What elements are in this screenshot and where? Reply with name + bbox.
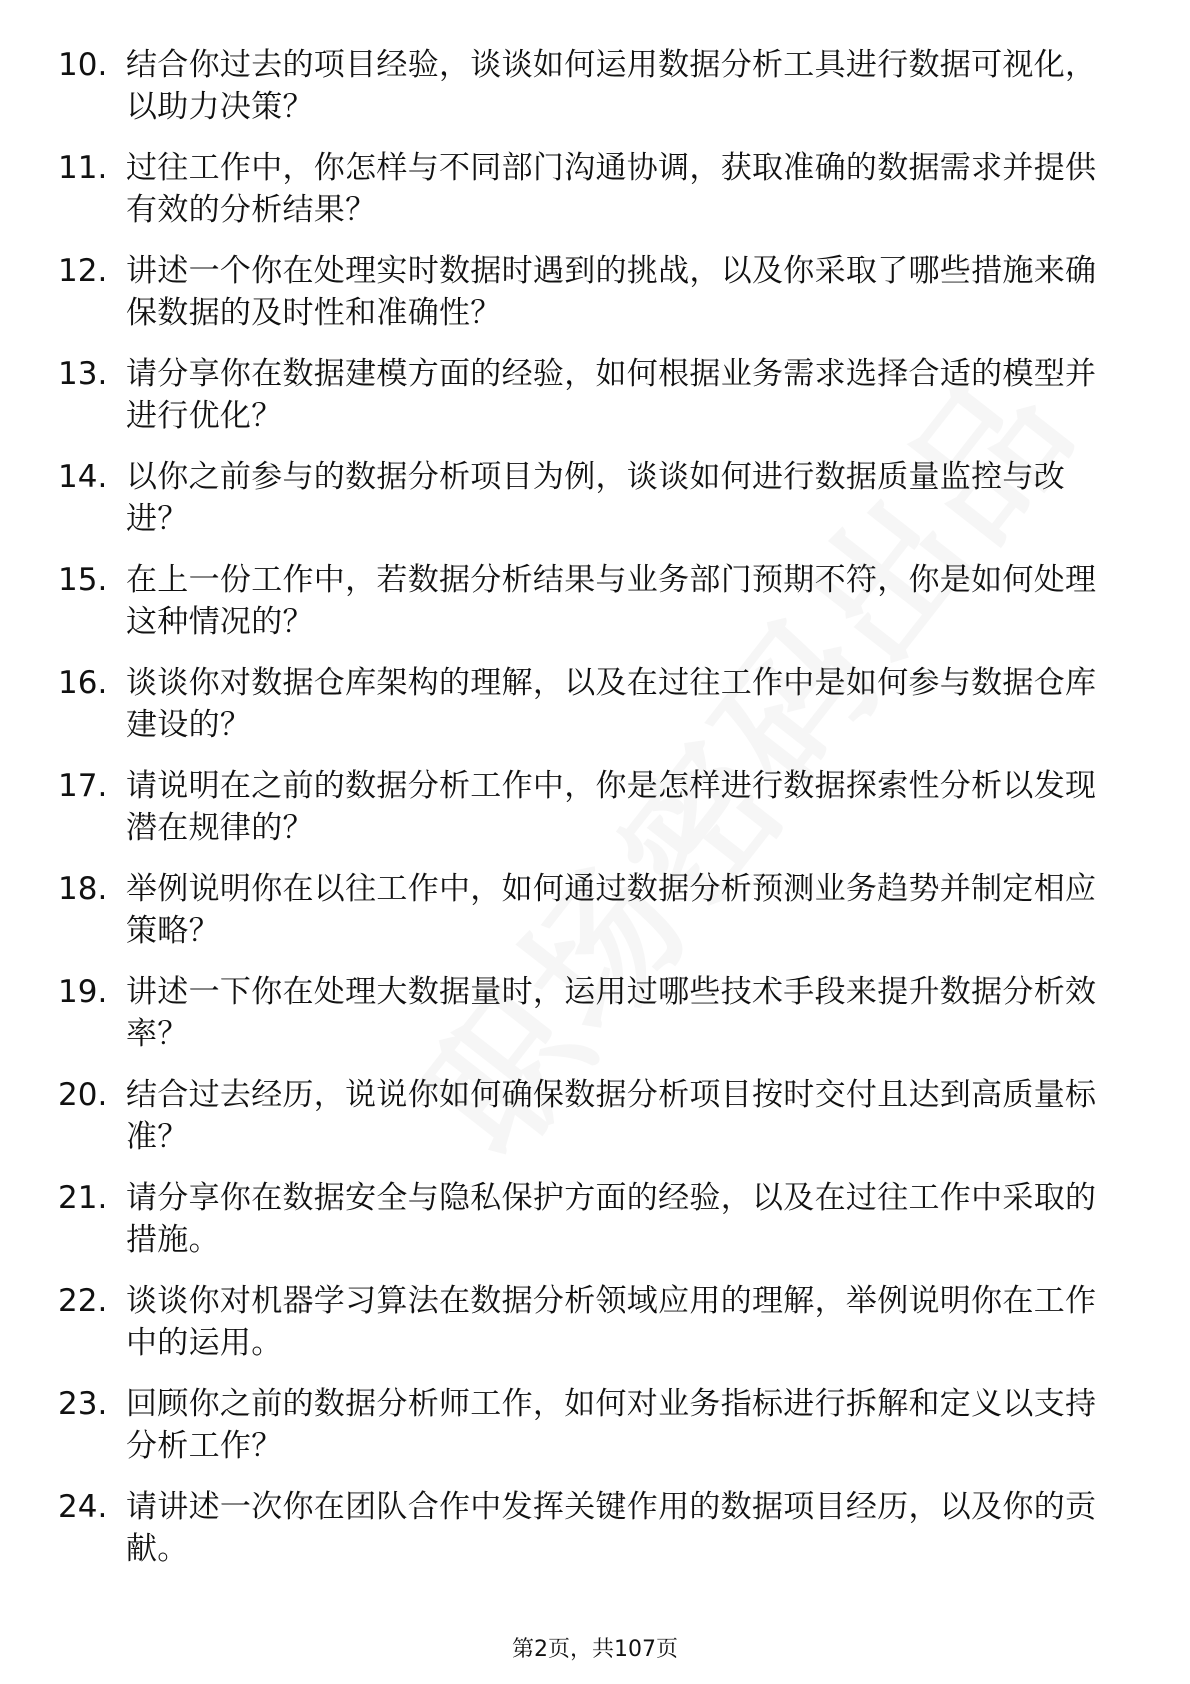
question-text: 回顾你之前的数据分析师工作，如何对业务指标进行拆解和定义以支持分析工作？ <box>126 1386 1097 1464</box>
question-item <box>0 147 1190 231</box>
question-number: 20. <box>58 1077 108 1113</box>
question-item <box>0 1280 1190 1364</box>
question-number: 17. <box>58 768 108 804</box>
question-item <box>0 971 1190 1055</box>
question-text: 过往工作中，你怎样与不同部门沟通协调，获取准确的数据需求并提供有效的分析结果？ <box>126 150 1097 228</box>
question-text: 举例说明你在以往工作中，如何通过数据分析预测业务趋势并制定相应策略？ <box>126 871 1097 949</box>
question-item <box>0 1383 1190 1467</box>
question-item <box>0 1177 1190 1261</box>
question-item <box>0 868 1190 952</box>
question-number: 16. <box>58 665 108 701</box>
question-number: 13. <box>58 356 108 392</box>
question-text: 请分享你在数据建模方面的经验，如何根据业务需求选择合适的模型并进行优化？ <box>126 356 1097 434</box>
question-text: 谈谈你对数据仓库架构的理解，以及在过往工作中是如何参与数据仓库建设的？ <box>126 665 1097 743</box>
question-item <box>0 765 1190 849</box>
question-number: 19. <box>58 974 108 1010</box>
question-text: 结合你过去的项目经验，谈谈如何运用数据分析工具进行数据可视化，以助力决策？ <box>126 47 1097 125</box>
question-item <box>0 456 1190 540</box>
question-item <box>0 250 1190 334</box>
question-text: 在上一份工作中，若数据分析结果与业务部门预期不符，你是如何处理这种情况的？ <box>126 562 1097 640</box>
question-item <box>0 1074 1190 1158</box>
question-number: 15. <box>58 562 108 598</box>
question-text: 谈谈你对机器学习算法在数据分析领域应用的理解，举例说明你在工作中的运用。 <box>126 1283 1097 1361</box>
page-footer <box>0 1636 1190 1664</box>
question-item <box>0 1486 1190 1570</box>
page-number-label: 第2页，共107页 <box>512 1637 678 1662</box>
question-item <box>0 662 1190 746</box>
question-item <box>0 353 1190 437</box>
question-text: 讲述一下你在处理大数据量时，运用过哪些技术手段来提升数据分析效率？ <box>126 974 1097 1052</box>
question-item <box>0 44 1190 128</box>
question-text: 请分享你在数据安全与隐私保护方面的经验，以及在过往工作中采取的措施。 <box>126 1180 1097 1258</box>
question-number: 12. <box>58 253 108 289</box>
question-text: 以你之前参与的数据分析项目为例，谈谈如何进行数据质量监控与改进？ <box>126 459 1065 537</box>
question-number: 11. <box>58 150 108 186</box>
question-text: 请说明在之前的数据分析工作中，你是怎样进行数据探索性分析以发现潜在规律的？ <box>126 768 1097 846</box>
question-number: 14. <box>58 459 108 495</box>
question-text: 请讲述一次你在团队合作中发挥关键作用的数据项目经历，以及你的贡献。 <box>126 1489 1097 1567</box>
question-number: 21. <box>58 1180 108 1216</box>
question-number: 24. <box>58 1489 108 1525</box>
question-number: 23. <box>58 1386 108 1422</box>
question-number: 22. <box>58 1283 108 1319</box>
question-list <box>0 44 1190 1589</box>
question-text: 讲述一个你在处理实时数据时遇到的挑战，以及你采取了哪些措施来确保数据的及时性和准确性？ <box>126 253 1097 331</box>
question-text: 结合过去经历，说说你如何确保数据分析项目按时交付且达到高质量标准？ <box>126 1077 1097 1155</box>
question-item <box>0 559 1190 643</box>
question-number: 18. <box>58 871 108 907</box>
question-number: 10. <box>58 47 108 83</box>
